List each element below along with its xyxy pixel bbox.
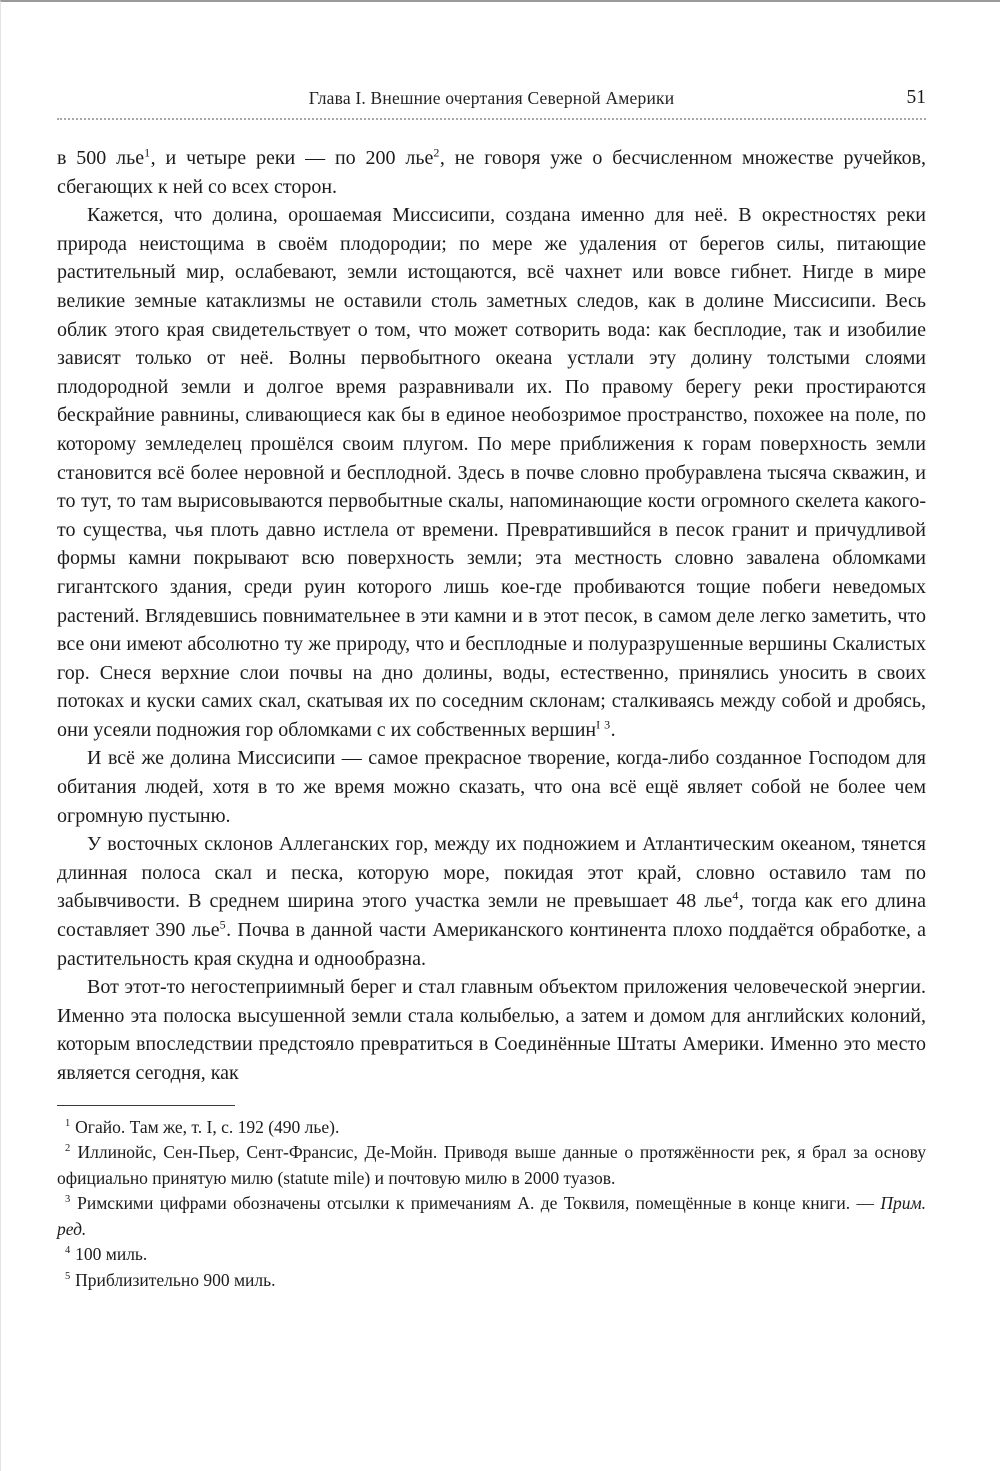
footnote-reference: 5 bbox=[219, 917, 227, 932]
running-title: Глава I. Внешние очертания Северной Америки bbox=[308, 88, 675, 108]
footnote-reference: 2 bbox=[433, 145, 440, 160]
footnote-marker: 1 bbox=[65, 1117, 71, 1129]
header-dotted-rule bbox=[57, 118, 926, 120]
footnote-marker: 2 bbox=[65, 1143, 71, 1155]
paragraph: Кажется, что долина, орошаемая Миссисипи, создана именно для неё. В окрестностях реки природа неистощима в своём плодородии; по мере же удаления от берегов силы, питающие растительный мир, ослабевают, земли истощаются, всё чахнет или вовсе гибнет. Нигде в мире великие земные катаклизмы не оставили столь заметных следов, как в долине Миссисипи. Весь облик этого края свидетельствует о том, что может сотворить вода: как бесплодие, так и изобилие зависят только от неё. Волны первобытного океана устлали эту долину толстыми слоями плодородной земли и долгое время разравнивали их. По правому берегу реки простираются бескрайние равнины, сливающиеся как бы в единое необозримое пространство, похожее на поле, по которому земледелец прошёлся своим плугом. По мере приближения к горам поверхность земли становится всё более неровной и бесплодной. Здесь в почве словно пробуравлена тысяча скважин, и то тут, то там вырисовываются первобытные скалы, напоминающие кости огромного скелета какого-то существа, чья плоть давно истлела от времени. Превратившийся в песок гранит и причудливой формы камни покрывают всю поверхность земли; эта местность словно завалена обломками гигантского здания, среди руин которого лишь кое-где пробиваются тощие побеги неведомых растений. Вглядевшись повнимательнее в эти камни и в этот песок, в самом деле легко заметить, что все они имеют абсолютно ту же природу, что и бесплодные и полуразрушенные вершины Скалистых гор. Снеся верхние слои почвы на дно долины, воды, естественно, принялись уносить в своих потоках и куски самих скал, скатывая их по соседним склонам; сталкиваясь между собой и дробясь, они усеяли подножия гор обломками с их собственных вершин$^{I 3}$. bbox=[57, 204, 926, 741]
footnote-marker: 4 bbox=[65, 1245, 71, 1257]
page-header bbox=[57, 88, 926, 114]
paragraph: У восточных склонов Аллеганских гор, между их подножием и Атлантическим океаном, тянется длинная полоса скал и песка, которую море, покидая этот край, словно оставило там по забывчивости. В среднем ширина этого участка земли не превышает 48 лье$^4$, тогда как его длина составляет 390 лье$^5$. Почва в данной части Американского континента плохо поддаётся обработке, а растительность края скудна и однообразна. bbox=[57, 833, 927, 970]
page-number: 51 bbox=[906, 87, 926, 108]
footnotes bbox=[57, 1115, 926, 1294]
footnote-reference: 1 bbox=[144, 145, 151, 160]
footnote-reference: 4 bbox=[732, 888, 739, 903]
italic-note: Прим. ред. bbox=[57, 1193, 926, 1239]
paragraph: И всё же долина Миссисипи — самое прекрасное творение, когда-либо созданное Господом для обитания людей, хотя в то же время можно сказать, что она всё ещё являет собой не более чем огромную пустыню. bbox=[57, 747, 926, 827]
footnote: $^3$ Римскими цифрами обозначены отсылки к примечаниям А. де Токвиля, помещённые в конце книги. — Прим. ред. bbox=[57, 1193, 926, 1239]
footnote: $^1$ Огайо. Там же, т. I, с. 192 (490 лье). bbox=[65, 1116, 340, 1137]
paragraph: в 500 лье$^1$, и четыре реки — по 200 лье$^2$, не говоря уже о бесчисленном множестве ручейков, сбегающих к ней со всех сторон. bbox=[57, 145, 927, 198]
paragraph: Вот этот-то негостеприимный берег и стал главным объектом приложения человеческой энергии. Именно эта полоска высушенной земли стала колыбелью, а затем и домом для английских колоний, которым впоследствии предстояло превратиться в Соединённые Штаты Америки. Именно это место является сегодня, как bbox=[57, 976, 926, 1084]
body-paragraphs bbox=[57, 144, 926, 1088]
footnote-separator-rule bbox=[57, 1105, 235, 1106]
footnote-marker: 5 bbox=[65, 1270, 71, 1282]
footnote: $^2$ Иллинойс, Сен-Пьер, Сент-Франсис, Де-Мойн. Приводя выше данные о протяжённости рек, я брал за основу официально принятую милю (statute mile) и почтовую милю в 2000 туазов. bbox=[57, 1142, 926, 1188]
footnote-reference: I 3 bbox=[596, 717, 611, 732]
footnote-marker: 3 bbox=[65, 1194, 71, 1206]
footnote: $^5$ Приблизительно 900 миль. bbox=[65, 1269, 276, 1290]
footnote: $^4$ 100 миль. bbox=[65, 1244, 148, 1265]
